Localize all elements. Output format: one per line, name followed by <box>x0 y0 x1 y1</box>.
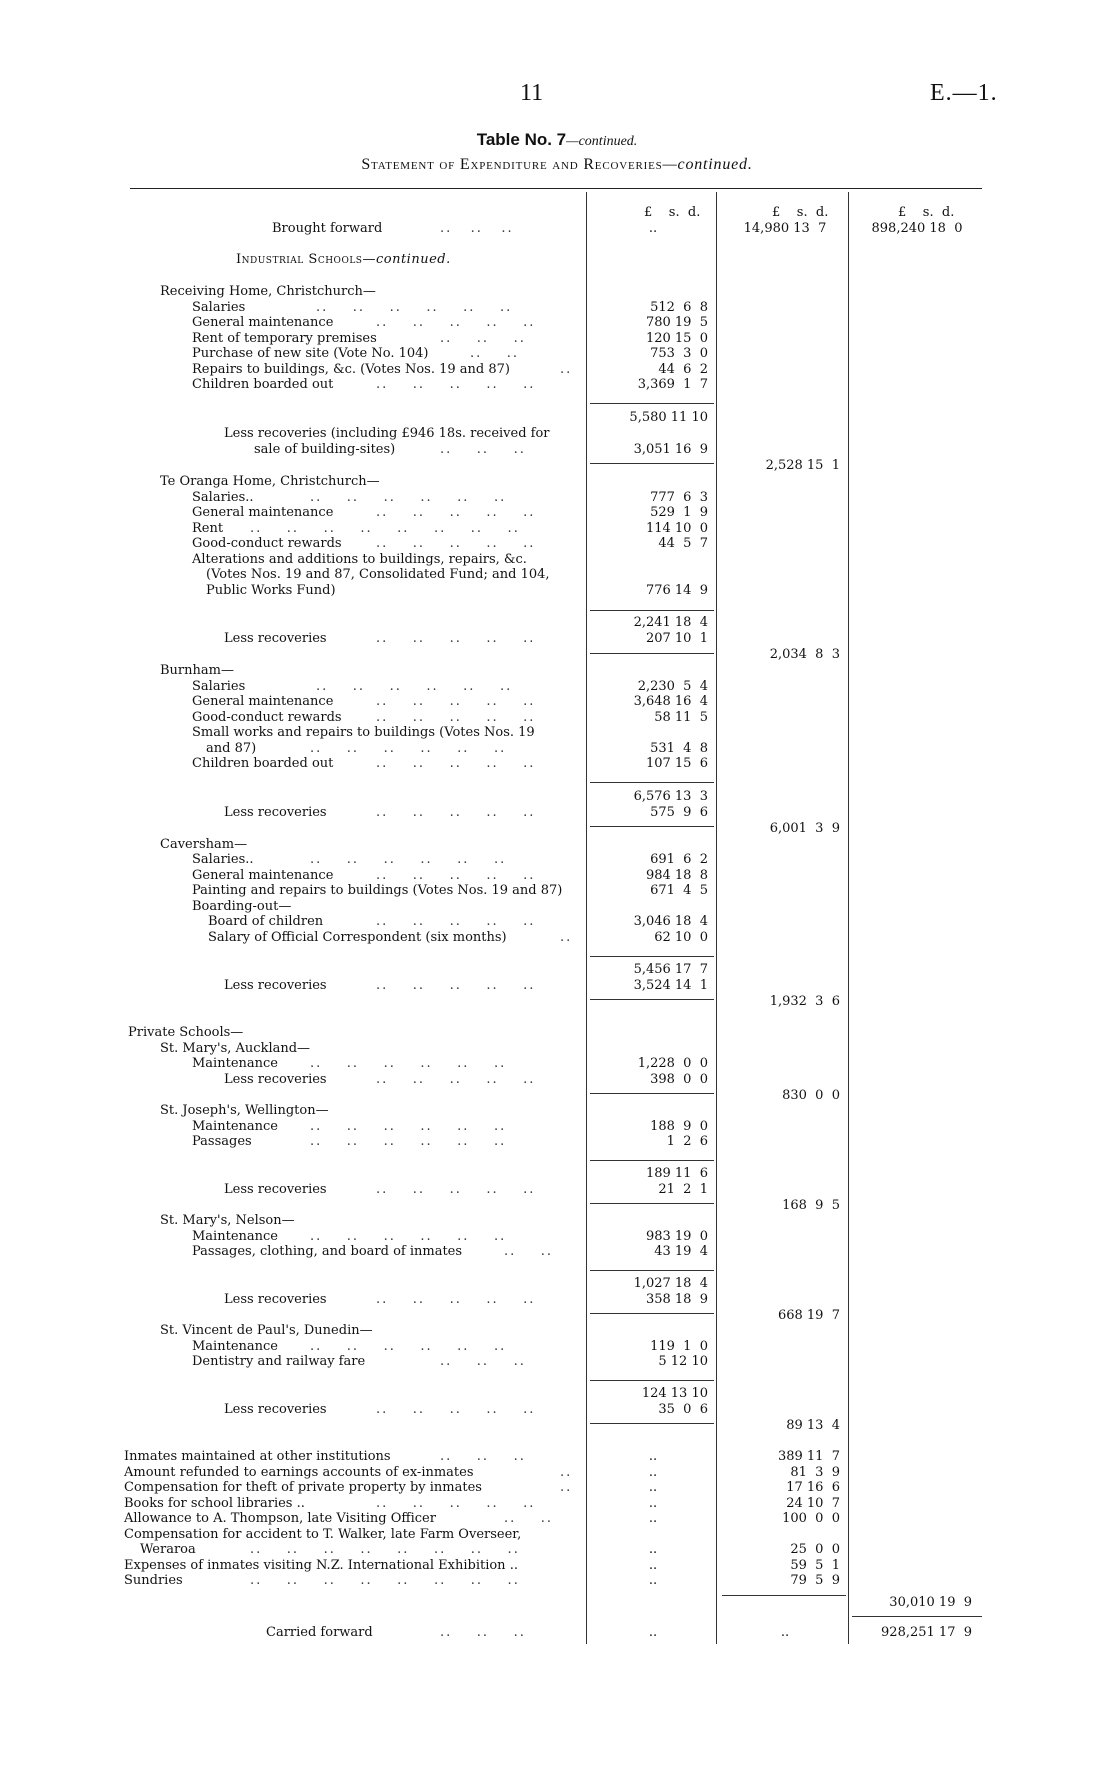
st-vincent-dentistry-amount: 5 12 10 <box>658 1354 708 1369</box>
st-marys-nelson-net: 668 19 7 <box>777 1308 840 1323</box>
st-josephs-maintenance-label: Maintenance <box>192 1119 278 1134</box>
leader-dots: .. .. <box>504 1511 554 1526</box>
caversham-subtotal: 5,456 17 7 <box>633 962 708 977</box>
burnham-subtotal: 6,576 13 3 <box>633 789 708 804</box>
st-vincent-maintenance-label: Maintenance <box>192 1339 278 1354</box>
burnham-less-label: Less recoveries <box>224 805 327 820</box>
expenses-col2: 59 5 1 <box>790 1558 840 1573</box>
burnham-heading: Burnham— <box>160 663 234 678</box>
section-total: 30,010 19 9 <box>889 1595 972 1610</box>
st-marys-auckland-maintenance-label: Maintenance <box>192 1056 278 1071</box>
receiving-home-row-amount: 44 6 2 <box>658 362 708 377</box>
burnham-boarded-label: Children boarded out <box>192 756 334 771</box>
caversham-row-amount: 691 6 2 <box>650 852 708 867</box>
st-marys-nelson-maintenance-amount: 983 19 0 <box>645 1229 708 1244</box>
caversham-less-amount: 3,524 14 1 <box>633 978 708 993</box>
subtotal-rule <box>590 782 714 783</box>
caversham-official-label: Salary of Official Correspondent (six months) <box>208 930 507 945</box>
st-marys-auckland-net: 830 0 0 <box>782 1088 840 1103</box>
burnham-boarded-amount: 107 15 6 <box>645 756 708 771</box>
subtotal-rule <box>590 403 714 404</box>
caversham-less-label: Less recoveries <box>224 978 327 993</box>
brought-forward-col3: 898,240 18 0 <box>871 221 963 236</box>
net-rule <box>590 1093 714 1094</box>
leader-dots: .. .. .. .. .. <box>376 978 536 993</box>
caversham-net: 1,932 3 6 <box>769 994 840 1009</box>
subtotal-rule <box>590 1270 714 1271</box>
leader-dots: .. <box>560 930 573 945</box>
net-rule <box>590 1423 714 1424</box>
misc-row-col2: 100 0 0 <box>782 1511 840 1526</box>
te-oranga-row-label: General maintenance <box>192 505 334 520</box>
te-oranga-heading: Te Oranga Home, Christchurch— <box>160 474 380 489</box>
table-subtitle <box>0 156 1114 174</box>
leader-dots: .. .. .. .. .. <box>376 631 536 646</box>
st-josephs-less-amount: 21 2 1 <box>658 1182 708 1197</box>
column-divider-3 <box>848 192 849 1644</box>
leader-dots: .. .. .. .. .. <box>376 1292 536 1307</box>
caversham-boarding-heading: Boarding-out— <box>192 899 292 914</box>
net-rule <box>590 1203 714 1204</box>
burnham-small-works-2: and 87) <box>206 741 257 756</box>
expenses-label: Expenses of inmates visiting N.Z. International Exhibition .. <box>124 1558 518 1573</box>
misc-row-label: Books for school libraries .. <box>124 1496 305 1511</box>
receiving-home-less-label-1: Less recoveries (including £946 18s. received for <box>224 426 550 441</box>
st-marys-nelson-less-label: Less recoveries <box>224 1292 327 1307</box>
st-marys-nelson-subtotal: 1,027 18 4 <box>633 1276 708 1291</box>
receiving-home-row-label: General maintenance <box>192 315 334 330</box>
te-oranga-subtotal: 2,241 18 4 <box>633 615 708 630</box>
subtotal-rule <box>590 1160 714 1161</box>
misc-row-col2: 389 11 7 <box>777 1449 840 1464</box>
leader-dots: .. .. .. .. .. .. <box>310 1339 507 1354</box>
sundries-col1: .. <box>648 1573 658 1588</box>
receiving-home-row-amount: 512 6 8 <box>650 300 708 315</box>
misc-row-col1: .. <box>648 1465 658 1480</box>
subtotal-rule <box>590 610 714 611</box>
te-oranga-row-amount: 114 10 0 <box>645 521 708 536</box>
leader-dots: .. .. .. .. .. .. .. .. <box>250 1542 520 1557</box>
burnham-row-label: Good-conduct rewards <box>192 710 342 725</box>
leader-dots: .. <box>560 1465 573 1480</box>
leader-dots: .. .. .. .. .. <box>376 868 536 883</box>
burnham-less-amount: 575 9 6 <box>650 805 708 820</box>
st-vincent-maintenance-amount: 119 1 0 <box>650 1339 708 1354</box>
subtotal-rule <box>590 956 714 957</box>
burnham-row-amount: 2,230 5 4 <box>637 679 708 694</box>
report-reference: E.—1. <box>930 80 998 106</box>
leader-dots: .. .. .. .. .. .. <box>310 852 507 867</box>
leader-dots: .. .. .. .. .. <box>376 315 536 330</box>
receiving-home-row-label: Rent of temporary premises <box>192 331 377 346</box>
leader-dots: .. .. .. .. .. <box>376 1072 536 1087</box>
te-oranga-net: 2,034 8 3 <box>769 647 840 662</box>
total-rule <box>722 1595 846 1596</box>
caversham-official-amount: 62 10 0 <box>654 930 708 945</box>
leader-dots: .. .. .. .. .. <box>376 505 536 520</box>
st-josephs-less-label: Less recoveries <box>224 1182 327 1197</box>
leader-dots: .. .. .. .. .. .. <box>310 1056 507 1071</box>
table-title-continued: —continued. <box>566 134 638 149</box>
burnham-small-works-1: Small works and repairs to buildings (Votes Nos. 19 <box>192 725 535 740</box>
page-number: 11 <box>520 80 544 106</box>
te-oranga-row-label: Good-conduct rewards <box>192 536 342 551</box>
misc-row-col1: .. <box>648 1480 658 1495</box>
subtitle-text: Statement of Expenditure and Recoveries <box>361 156 663 173</box>
leader-dots: .. .. .. .. .. .. <box>310 1134 507 1149</box>
misc-row-label: Inmates maintained at other institutions <box>124 1449 391 1464</box>
st-marys-nelson-maintenance-label: Maintenance <box>192 1229 278 1244</box>
receiving-home-row-label: Salaries <box>192 300 246 315</box>
receiving-home-row-label: Repairs to buildings, &c. (Votes Nos. 19 and 87) <box>192 362 510 377</box>
burnham-small-works-amount: 531 4 8 <box>650 741 708 756</box>
te-oranga-alterations-1: Alterations and additions to buildings, repairs, &c. <box>192 552 527 567</box>
leader-dots: .. .. .. <box>440 442 526 457</box>
table-title <box>0 130 1114 150</box>
leader-dots: .. .. .. .. .. <box>376 805 536 820</box>
receiving-home-less-amount: 3,051 16 9 <box>633 442 708 457</box>
leader-dots: .. .. .. .. .. <box>376 914 536 929</box>
receiving-home-less-label-2: sale of building-sites) <box>254 442 396 457</box>
misc-row-col1: .. <box>648 1449 658 1464</box>
misc-row-label: Allowance to A. Thompson, late Visiting Officer <box>124 1511 436 1526</box>
leader-dots: .. .. .. .. .. <box>376 1402 536 1417</box>
te-oranga-row-label: Salaries.. <box>192 490 254 505</box>
section-heading-text: Industrial Schools <box>236 252 363 267</box>
net-rule <box>590 463 714 464</box>
subtotal-rule <box>590 1380 714 1381</box>
brought-forward-col1: .. <box>648 221 658 236</box>
caversham-board-label: Board of children <box>208 914 324 929</box>
compensation-label-2: Weraroa <box>140 1542 196 1557</box>
receiving-home-row-amount: 753 3 0 <box>650 346 708 361</box>
leader-dots: .. .. .. .. .. .. .. .. <box>250 1573 520 1588</box>
st-marys-auckland-less-label: Less recoveries <box>224 1072 327 1087</box>
caversham-row-label: Painting and repairs to buildings (Votes Nos. 19 and 87) <box>192 883 563 898</box>
net-rule <box>590 826 714 827</box>
misc-row-label: Amount refunded to earnings accounts of ex-inmates <box>124 1465 474 1480</box>
leader-dots: .. .. .. <box>440 1354 526 1369</box>
st-vincent-dentistry-label: Dentistry and railway fare <box>192 1354 366 1369</box>
leader-dots: .. .. .. .. .. <box>376 756 536 771</box>
leader-dots: .. .. .. .. .. <box>376 1182 536 1197</box>
section-heading <box>236 252 451 268</box>
burnham-net: 6,001 3 9 <box>769 821 840 836</box>
column-divider-2 <box>716 192 717 1644</box>
te-oranga-alterations-2: (Votes Nos. 19 and 87, Consolidated Fund; and 104, <box>206 567 550 582</box>
leader-dots: .. .. .. <box>440 1625 526 1640</box>
caversham-board-amount: 3,046 18 4 <box>633 914 708 929</box>
compensation-label-1: Compensation for accident to T. Walker, late Farm Overseer, <box>124 1527 522 1542</box>
net-rule <box>590 1313 714 1314</box>
st-josephs-passages-label: Passages <box>192 1134 252 1149</box>
leader-dots: .. .. .. .. .. .. <box>316 300 513 315</box>
net-rule <box>590 653 714 654</box>
st-josephs-passages-amount: 1 2 6 <box>666 1134 708 1149</box>
receiving-home-row-amount: 780 19 5 <box>645 315 708 330</box>
burnham-row-label: Salaries <box>192 679 246 694</box>
currency-header-col1: £ s. d. <box>644 205 701 220</box>
receiving-home-row-label: Purchase of new site (Vote No. 104) <box>192 346 429 361</box>
te-oranga-row-label: Rent <box>192 521 224 536</box>
burnham-row-label: General maintenance <box>192 694 334 709</box>
receiving-home-subtotal: 5,580 11 10 <box>629 410 708 425</box>
leader-dots: .. .. .. .. .. <box>376 1496 536 1511</box>
st-vincent-less-label: Less recoveries <box>224 1402 327 1417</box>
receiving-home-heading: Receiving Home, Christchurch— <box>160 284 376 299</box>
currency-header-col2: £ s. d. <box>772 205 829 220</box>
subtitle-continued: —continued. <box>662 156 753 173</box>
te-oranga-alterations-amount: 776 14 9 <box>645 583 708 598</box>
leader-dots: .. .. .. .. .. <box>376 377 536 392</box>
leader-dots: .. <box>560 1480 573 1495</box>
compensation-col1: .. <box>648 1542 658 1557</box>
st-josephs-maintenance-amount: 188 9 0 <box>650 1119 708 1134</box>
st-marys-nelson-passages-label: Passages, clothing, and board of inmates <box>192 1244 463 1259</box>
caversham-row-label: General maintenance <box>192 868 334 883</box>
caversham-row-label: Salaries.. <box>192 852 254 867</box>
leader-dots: .. .. .. <box>440 221 514 236</box>
private-schools-heading: Private Schools— <box>128 1025 244 1040</box>
leader-dots: .. .. <box>470 346 520 361</box>
te-oranga-row-amount: 777 6 3 <box>650 490 708 505</box>
st-josephs-net: 168 9 5 <box>782 1198 840 1213</box>
leader-dots: .. .. <box>504 1244 554 1259</box>
leader-dots: .. .. .. .. .. .. <box>310 1119 507 1134</box>
leader-dots: .. .. .. .. .. .. .. .. <box>250 521 520 536</box>
misc-row-col2: 17 16 6 <box>786 1480 840 1495</box>
misc-row-col1: .. <box>648 1496 658 1511</box>
top-rule <box>130 188 982 189</box>
carried-forward-col2: .. <box>780 1625 790 1640</box>
te-oranga-less-amount: 207 10 1 <box>645 631 708 646</box>
st-josephs-heading: St. Joseph's, Wellington— <box>160 1103 329 1118</box>
st-marys-nelson-passages-amount: 43 19 4 <box>654 1244 708 1259</box>
misc-row-label: Compensation for theft of private property by inmates <box>124 1480 482 1495</box>
leader-dots: .. .. .. .. .. <box>376 710 536 725</box>
carried-forward-label: Carried forward <box>266 1625 373 1640</box>
sundries-col2: 79 5 9 <box>790 1573 840 1588</box>
leader-dots: .. <box>560 362 573 377</box>
section-heading-continued: —continued. <box>362 252 451 267</box>
burnham-row-amount: 3,648 16 4 <box>633 694 708 709</box>
net-rule <box>590 999 714 1000</box>
caversham-heading: Caversham— <box>160 837 248 852</box>
leader-dots: .. .. .. .. .. .. <box>310 490 507 505</box>
carried-forward-col1: .. <box>648 1625 658 1640</box>
leader-dots: .. .. .. .. .. .. <box>316 679 513 694</box>
st-josephs-subtotal: 189 11 6 <box>645 1166 708 1181</box>
st-vincent-heading: St. Vincent de Paul's, Dunedin— <box>160 1323 373 1338</box>
te-oranga-row-amount: 44 5 7 <box>658 536 708 551</box>
misc-row-col1: .. <box>648 1511 658 1526</box>
leader-dots: .. .. .. <box>440 331 526 346</box>
leader-dots: .. .. .. .. .. <box>376 536 536 551</box>
sundries-label: Sundries <box>124 1573 183 1588</box>
leader-dots: .. .. .. <box>440 1449 526 1464</box>
column-divider-1 <box>586 192 587 1644</box>
te-oranga-alterations-3: Public Works Fund) <box>206 583 336 598</box>
st-vincent-subtotal: 124 13 10 <box>641 1386 708 1401</box>
caversham-row-amount: 671 4 5 <box>650 883 708 898</box>
brought-forward-col2: 14,980 13 7 <box>743 221 827 236</box>
leader-dots: .. .. .. .. .. .. <box>310 741 507 756</box>
st-marys-auckland-less-amount: 398 0 0 <box>650 1072 708 1087</box>
leader-dots: .. .. .. .. .. <box>376 694 536 709</box>
st-vincent-net: 89 13 4 <box>786 1418 840 1433</box>
compensation-col2: 25 0 0 <box>790 1542 840 1557</box>
receiving-home-row-amount: 120 15 0 <box>645 331 708 346</box>
receiving-home-row-amount: 3,369 1 7 <box>637 377 708 392</box>
burnham-row-amount: 58 11 5 <box>654 710 708 725</box>
te-oranga-less-label: Less recoveries <box>224 631 327 646</box>
st-marys-auckland-maintenance-amount: 1,228 0 0 <box>637 1056 708 1071</box>
st-marys-nelson-heading: St. Mary's, Nelson— <box>160 1213 295 1228</box>
st-marys-nelson-less-amount: 358 18 9 <box>645 1292 708 1307</box>
table-title-text: Table No. 7 <box>476 130 567 149</box>
receiving-home-net: 2,528 15 1 <box>765 458 840 473</box>
misc-row-col2: 81 3 9 <box>790 1465 840 1480</box>
st-marys-auckland-heading: St. Mary's, Auckland— <box>160 1041 311 1056</box>
caversham-row-amount: 984 18 8 <box>645 868 708 883</box>
brought-forward-label: Brought forward <box>272 221 383 236</box>
currency-header-col3: £ s. d. <box>898 205 955 220</box>
st-vincent-less-amount: 35 0 6 <box>658 1402 708 1417</box>
receiving-home-row-label: Children boarded out <box>192 377 334 392</box>
te-oranga-row-amount: 529 1 9 <box>650 505 708 520</box>
carried-forward-col3: 928,251 17 9 <box>881 1625 972 1640</box>
expenses-col1: .. <box>648 1558 658 1573</box>
misc-row-col2: 24 10 7 <box>786 1496 840 1511</box>
total-rule <box>852 1616 982 1617</box>
leader-dots: .. .. .. .. .. .. <box>310 1229 507 1244</box>
